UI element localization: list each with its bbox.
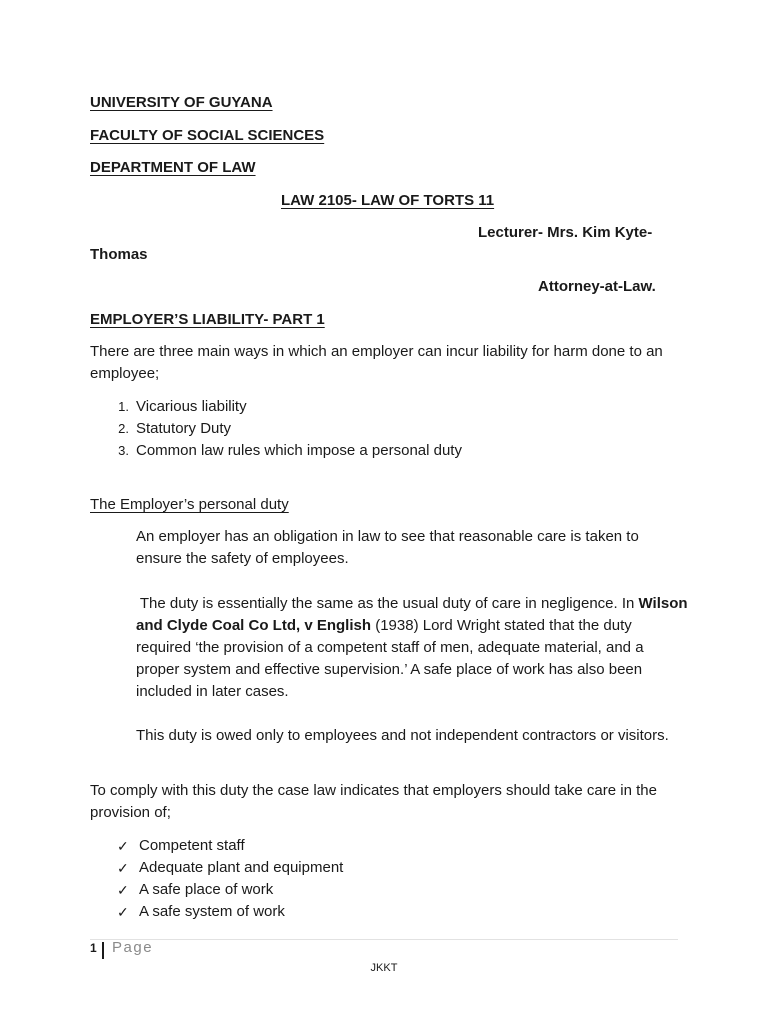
check-icon: ✓ xyxy=(117,882,129,898)
check-icon: ✓ xyxy=(117,838,129,854)
paragraph-text: (1938) Lord Wright stated that the duty required ‘the provision of a competent staff of men, adequate material, and a proper system and effective supervision.’ A safe place of work has also been included in later cases. xyxy=(136,617,644,700)
check-icon: ✓ xyxy=(117,904,129,920)
list-number: 3. xyxy=(118,443,129,458)
footer-initials: JKKT xyxy=(370,962,398,974)
list-item xyxy=(117,857,699,879)
list-item-text: Vicarious liability xyxy=(136,398,247,415)
provision-checklist xyxy=(117,835,699,923)
personal-duty-paragraph-1: An employer has an obligation in law to see that reasonable care is taken to ensure the safety of employees. xyxy=(136,528,639,567)
university-heading: UNIVERSITY OF GUYANA xyxy=(90,94,273,111)
faculty-heading: FACULTY OF SOCIAL SCIENCES xyxy=(90,127,325,144)
intro-paragraph: There are three main ways in which an employer can incur liability for harm done to an employee; xyxy=(90,343,663,382)
list-item xyxy=(118,396,696,418)
case-citation: Wilson and Clyde Coal Co Ltd, v English xyxy=(136,595,688,634)
check-icon: ✓ xyxy=(117,860,129,876)
list-number: 1. xyxy=(118,399,129,414)
list-item xyxy=(117,835,699,857)
list-item xyxy=(118,440,696,462)
section-heading-employers-liability: EMPLOYER’S LIABILITY- PART 1 xyxy=(90,311,325,328)
list-item-text: Common law rules which impose a personal duty xyxy=(136,442,462,459)
list-item-text: A safe system of work xyxy=(139,903,285,920)
list-item-text: Competent staff xyxy=(139,837,245,854)
course-title: LAW 2105- LAW OF TORTS 11 xyxy=(281,192,495,209)
personal-duty-paragraph-3: This duty is owed only to employees and not independent contractors or visitors. xyxy=(136,727,669,744)
liability-ways-list xyxy=(118,396,696,462)
lecturer-title: Attorney-at-Law. xyxy=(538,278,656,295)
footer-divider xyxy=(90,939,678,940)
list-item-text: A safe place of work xyxy=(139,881,274,898)
list-item xyxy=(117,879,699,901)
comply-paragraph: To comply with this duty the case law indicates that employers should take care in the provision of; xyxy=(90,782,657,821)
list-item xyxy=(117,901,699,923)
page-separator-bar xyxy=(102,942,104,959)
page-label: Page xyxy=(112,939,154,956)
paragraph-text: The duty is essentially the same as the usual duty of care in negligence. In xyxy=(136,595,639,612)
personal-duty-paragraph-2 xyxy=(136,593,688,703)
page-number: 1 xyxy=(90,941,97,955)
list-number: 2. xyxy=(118,421,129,436)
list-item-text: Adequate plant and equipment xyxy=(139,859,344,876)
subheading-personal-duty: The Employer’s personal duty xyxy=(90,496,289,513)
list-item xyxy=(118,418,696,440)
lecturer-line-1: Lecturer- Mrs. Kim Kyte- xyxy=(478,224,653,241)
department-heading: DEPARTMENT OF LAW xyxy=(90,159,256,176)
list-item-text: Statutory Duty xyxy=(136,420,232,437)
lecturer-line-2: Thomas xyxy=(90,246,148,263)
